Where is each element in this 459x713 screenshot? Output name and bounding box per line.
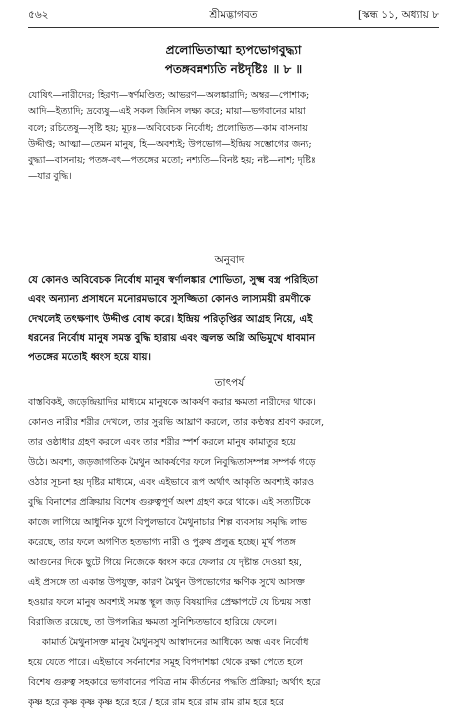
purport-line: বিশেষ গুরুত্ব সহকারে ভগবানের পবিত্র নাম কীর্তনের পদ্ধতি প্রক্রিয়া; অর্থাৎ হরে <box>28 677 321 688</box>
purport-line: উঠে। অবশ্য, জড়জাগতিক মৈথুন আকর্ষণের ফলে নিবুদ্ধিতাসম্পন্ন সম্পর্ক গড়ে <box>28 457 316 468</box>
synonyms-line: বুদ্ধ্যা—বাসনায়; পতঙ্গ-বৎ—পতঙ্গের মতো; নশ্যতি—বিনষ্ট হয়; নষ্ট—নাশ; দৃষ্টিঃ <box>28 155 316 167</box>
header-rule <box>28 27 439 28</box>
purport-line: হওয়ার ফলে মানুষ অবশ্যই সমস্ত স্থূল জড় বিষয়াদির প্রেক্ষাপটে যে চিন্ময় সত্তা <box>28 597 311 608</box>
translation-line: ধরনের নির্বোধ মানুষ সমস্ত বুদ্ধি হারায় এবং জ্বলন্ত অগ্নি অভিমুখে ধাবমান <box>28 332 316 344</box>
purport-line: বাস্তবিকই, জড়েন্দ্রিয়াদির মাধ্যমে মানুষকে আকর্ষণ করার ক্ষমতা নারীদের থাকে। <box>28 397 316 408</box>
translation-line: যে কোনও অবিবেচক নির্বোধ মানুষ স্বর্ণালঙ্কার শোভিতা, সুক্ষ্ম বস্ত্র পরিহিতা <box>28 275 318 286</box>
purport-heading: তাৎপর্য <box>214 377 245 389</box>
translation-line: দেখলেই তৎক্ষণাৎ উদ্দীপ্ত বোধ করে। ইন্দ্রিয় পরিতৃপ্তির আগ্রহ নিয়ে, এই <box>28 313 313 325</box>
synonyms-line: উদ্দীপ্ত; আত্মা—তেমন মানুষ, হি—অবশ্যই; উপভোগ—ইন্দ্রিয় সম্ভোগের জন্য; <box>28 138 312 150</box>
synonyms-line: যোষিৎ—নারীদের; হিরণ্য—স্বর্ণমণ্ডিত; আভরণ—অলঙ্কারাদি; অম্বর—পোশাক; <box>28 90 310 101</box>
purport <box>28 393 439 713</box>
synonyms-line: —যার বুদ্ধি। <box>28 171 72 183</box>
synonyms-line: আদি—ইত্যাদি; দ্রব্যেষু—এই সকল জিনিস লক্ষ্য করে; মায়া—ভগবানের মায়া <box>28 106 306 118</box>
purport-line: বুদ্ধি বিনাশের প্রক্রিয়ায় বিশেষ গুরুত্বপূর্ণ অংশ গ্রহণ করে থাকে। এই সত্যটিকে <box>28 497 311 508</box>
translation-line: এবং অন্যান্য প্রসাধনে মনোরমভাবে সুসজ্জিতা কোনও লাস্যময়ী রমণীকে <box>28 294 311 306</box>
purport-line: হয়ে যেতে পারে। এইভাবে সর্বনাশের সমূহ বিপদাশঙ্কা থেকে রক্ষা পেতে হলে <box>28 657 303 668</box>
page-header <box>28 8 439 24</box>
page-number: ৫৬২ <box>28 8 49 21</box>
purport-line: কৃষ্ণ হরে কৃষ্ণ কৃষ্ণ কৃষ্ণ হরে হরে / হরে রাম হরে রাম রাম রাম হরে হরে <box>28 697 284 708</box>
synonyms <box>28 88 439 186</box>
purport-line: তার ওষ্ঠাধার গ্রহণ করলে এবং তার শরীর স্পর্শ করলে মানুষ কামাতুর হয়ে <box>28 437 296 448</box>
purport-line: এই প্রসঙ্গে তা একান্ত উপযুক্ত, কারণ মৈথুন উপভোগের ক্ষণিক সুখে আসক্ত <box>28 577 305 588</box>
translation-line: পতঙ্গের মতোই ধ্বংস হয়ে যায়। <box>28 352 151 364</box>
book-title: শ্রীমদ্ভাগবত <box>209 8 258 21</box>
purport-line: কোনও নারীর শরীর দেখলে, তার সুরভি আঘ্রাণ করলে, তার কণ্ঠস্বর শ্রবণ করলে, <box>28 417 325 428</box>
translation <box>28 271 439 367</box>
purport-line: আগুনের দিকে ছুটে গিয়ে নিজেকে ধ্বংস করে ফেলার যে দৃষ্টান্ত দেওয়া হয়, <box>28 557 302 568</box>
synonyms-line: বলে; রচিতেষু—সৃষ্টি হয়; মূঢ়ঃ—অবিবেচক নির্বোধ; প্রলোভিত—কাম বাসনায় <box>28 122 308 134</box>
purport-line: কামার্ত মৈথুনাসক্ত মানুষ মৈথুনসুখ আস্বাদনের আধিক্যে অন্ধ এবং নির্বোধ <box>42 637 309 648</box>
translation-heading: অনুবাদ <box>214 254 245 266</box>
chapter-reference: [স্কন্ধ ১১, অধ্যায় ৮ <box>357 8 439 21</box>
verse-line-2: পতঙ্গবন্নশ্যতি নষ্টদৃষ্টিঃ ॥ ৮ ॥ <box>164 62 303 76</box>
verse-line-1: প্রলোভিতাত্মা হ্যপভোগবুদ্ধ্যা <box>165 43 302 57</box>
purport-line: ওঠার সূচনা হয় দৃষ্টির মাধ্যমে, এবং এইভাবে রূপ অর্থাৎ আকৃতি অবশ্যই কারও <box>28 477 315 488</box>
purport-line: বিরাজিত রয়েছে, তা উপলব্ধির ক্ষমতা সুনিশ্চিতভাবে হারিয়ে ফেলে। <box>28 617 277 628</box>
purport-line: করেছে, তার ফলে অগণিত হতভাগ্য নারী ও পুরুষ প্রলুব্ধ হচ্ছে। মূর্খ পতঙ্গ <box>28 537 296 548</box>
purport-line: কাজে লাগিয়ে আধুনিক যুগে বিপুলভাবে মৈথুনাচার শিল্প ব্যবসায় সমৃদ্ধি লাভ <box>28 517 307 528</box>
